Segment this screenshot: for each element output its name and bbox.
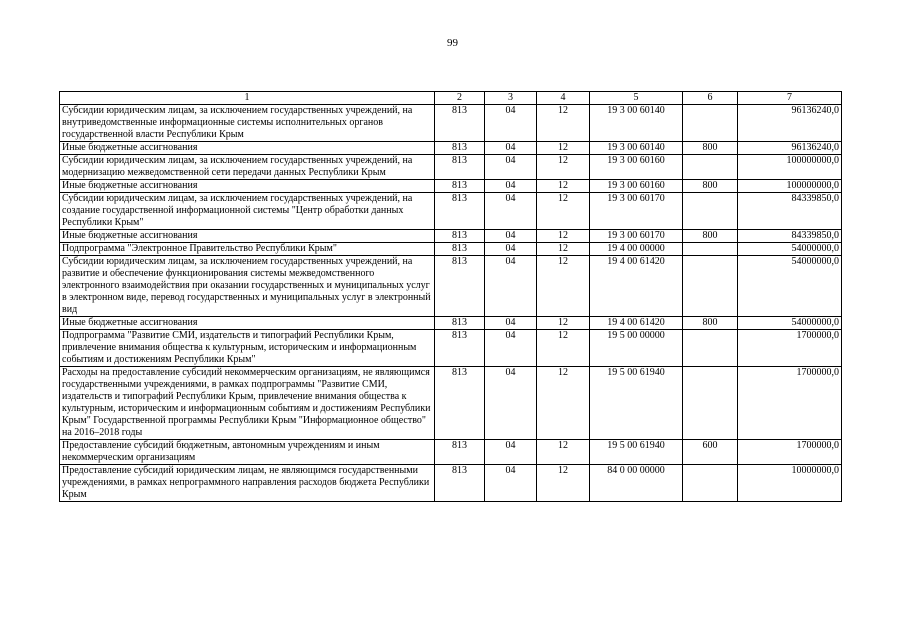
row-target-article: 19 4 00 61420 [590,256,683,317]
row-name: Подпрограмма "Развитие СМИ, издательств и типографий Республики Крым, привлечение внимания общества к культурным, историческим и информационным событиям и достижениям Республики Крым" [60,330,435,367]
row-section-code: 04 [485,367,537,440]
table-row [60,230,842,243]
row-subsection-code: 12 [537,317,590,330]
row-subsection-code: 12 [537,142,590,155]
row-name: Иные бюджетные ассигнования [60,317,435,330]
row-target-article: 19 3 00 60170 [590,230,683,243]
row-target-article: 19 3 00 60140 [590,142,683,155]
header-cell-1: 1 [60,92,435,105]
row-section-code: 04 [485,243,537,256]
row-expense-type [683,155,738,180]
table-row [60,440,842,465]
row-name: Иные бюджетные ассигнования [60,180,435,193]
row-subsection-code: 12 [537,243,590,256]
row-name: Иные бюджетные ассигнования [60,142,435,155]
row-ministry-code: 813 [435,465,485,502]
row-target-article: 19 5 00 61940 [590,440,683,465]
row-expense-type [683,367,738,440]
row-ministry-code: 813 [435,243,485,256]
row-subsection-code: 12 [537,105,590,142]
row-ministry-code: 813 [435,155,485,180]
header-row [60,92,842,105]
row-subsection-code: 12 [537,256,590,317]
row-amount: 96136240,0 [738,142,842,155]
row-amount: 96136240,0 [738,105,842,142]
row-subsection-code: 12 [537,155,590,180]
row-section-code: 04 [485,317,537,330]
row-target-article: 19 3 00 60160 [590,155,683,180]
row-section-code: 04 [485,330,537,367]
row-section-code: 04 [485,230,537,243]
row-expense-type [683,105,738,142]
row-subsection-code: 12 [537,180,590,193]
row-subsection-code: 12 [537,465,590,502]
row-name: Предоставление субсидий юридическим лицам, не являющимся государственными учреждениями, в рамках непрограммного направления расходов бюджета Республики Крым [60,465,435,502]
row-target-article: 19 3 00 60140 [590,105,683,142]
row-target-article: 19 3 00 60170 [590,193,683,230]
row-subsection-code: 12 [537,193,590,230]
row-ministry-code: 813 [435,317,485,330]
row-ministry-code: 813 [435,180,485,193]
row-expense-type [683,465,738,502]
row-section-code: 04 [485,142,537,155]
row-amount: 84339850,0 [738,193,842,230]
table-row [60,317,842,330]
header-cell-4: 4 [537,92,590,105]
row-subsection-code: 12 [537,330,590,367]
row-target-article: 19 4 00 00000 [590,243,683,256]
table-row [60,105,842,142]
header-cell-5: 5 [590,92,683,105]
table-row [60,180,842,193]
table-row [60,330,842,367]
row-ministry-code: 813 [435,142,485,155]
table-row [60,142,842,155]
row-expense-type [683,256,738,317]
row-target-article: 19 5 00 00000 [590,330,683,367]
row-section-code: 04 [485,155,537,180]
header-cell-2: 2 [435,92,485,105]
header-cell-3: 3 [485,92,537,105]
row-amount: 100000000,0 [738,180,842,193]
row-name: Расходы на предоставление субсидий некоммерческим организациям, не являющимся государственными учреждениями, в рамках подпрограммы "Развитие СМИ, издательств и типографий Республики Крым, привлечение внимания общества к культурным, историческим и информационным событиям и достижениям Республики Крым" Государственной программы Республики Крым "Информационное общество" на 2016–2018 годы [60,367,435,440]
row-section-code: 04 [485,193,537,230]
row-section-code: 04 [485,105,537,142]
page-number: 99 [447,37,458,49]
row-name: Подпрограмма "Электронное Правительство Республики Крым" [60,243,435,256]
row-expense-type: 800 [683,180,738,193]
row-ministry-code: 813 [435,105,485,142]
row-name: Предоставление субсидий бюджетным, автономным учреждениям и иным некоммерческим организациям [60,440,435,465]
row-target-article: 19 5 00 61940 [590,367,683,440]
table-row [60,243,842,256]
row-expense-type: 600 [683,440,738,465]
row-target-article: 84 0 00 00000 [590,465,683,502]
table-row [60,256,842,317]
row-subsection-code: 12 [537,367,590,440]
header-cell-7: 7 [738,92,842,105]
row-ministry-code: 813 [435,193,485,230]
row-amount: 1700000,0 [738,330,842,367]
row-ministry-code: 813 [435,367,485,440]
row-amount: 10000000,0 [738,465,842,502]
row-amount: 54000000,0 [738,317,842,330]
row-section-code: 04 [485,440,537,465]
row-name: Иные бюджетные ассигнования [60,230,435,243]
row-section-code: 04 [485,180,537,193]
header-cell-6: 6 [683,92,738,105]
row-expense-type: 800 [683,230,738,243]
row-ministry-code: 813 [435,256,485,317]
table-row [60,193,842,230]
row-name: Субсидии юридическим лицам, за исключением государственных учреждений, на внутриведомственные информационные системы исполнительных органов государственной власти Республики Крым [60,105,435,142]
row-section-code: 04 [485,465,537,502]
row-name: Субсидии юридическим лицам, за исключением государственных учреждений, на создание государственной информационной системы "Центр обработки данных Республики Крым" [60,193,435,230]
row-name: Субсидии юридическим лицам, за исключением государственных учреждений, на модернизацию межведомственной сети передачи данных Республики Крым [60,155,435,180]
row-expense-type [683,243,738,256]
row-amount: 54000000,0 [738,243,842,256]
row-expense-type [683,193,738,230]
table-row [60,465,842,502]
row-amount: 1700000,0 [738,367,842,440]
row-section-code: 04 [485,256,537,317]
row-amount: 1700000,0 [738,440,842,465]
budget-table [59,91,842,502]
row-name: Субсидии юридическим лицам, за исключением государственных учреждений, на развитие и обеспечение функционирования системы межведомственного электронного взаимодействия при оказании государственных и муниципальных услуг в электронном виде, перевод государственных и муниципальных услуг в электронный вид [60,256,435,317]
row-amount: 54000000,0 [738,256,842,317]
row-target-article: 19 3 00 60160 [590,180,683,193]
table-row [60,367,842,440]
row-expense-type [683,330,738,367]
row-target-article: 19 4 00 61420 [590,317,683,330]
row-subsection-code: 12 [537,230,590,243]
row-ministry-code: 813 [435,330,485,367]
row-ministry-code: 813 [435,230,485,243]
row-subsection-code: 12 [537,440,590,465]
row-amount: 100000000,0 [738,155,842,180]
table-row [60,155,842,180]
row-expense-type: 800 [683,317,738,330]
row-amount: 84339850,0 [738,230,842,243]
row-ministry-code: 813 [435,440,485,465]
row-expense-type: 800 [683,142,738,155]
